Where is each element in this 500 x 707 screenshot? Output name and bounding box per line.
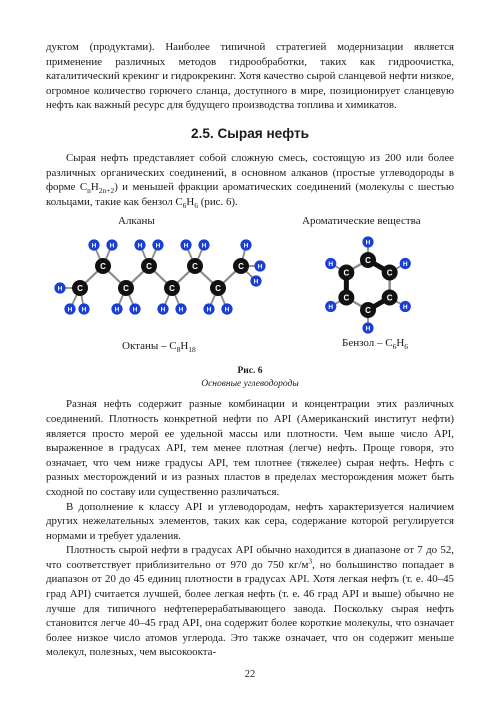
carbon-atom	[360, 302, 376, 318]
hydrogen-atom	[157, 304, 168, 315]
hydrocarbon-figure	[46, 215, 454, 365]
hydrogen-label: H	[91, 242, 97, 250]
carbon-atom	[118, 280, 134, 296]
carbon-label: C	[343, 268, 350, 278]
hydrogen-label: H	[365, 239, 371, 247]
hydrogen-atom	[221, 304, 232, 315]
hydrogen-label: H	[183, 242, 189, 250]
carbon-atom	[233, 258, 249, 274]
hydrogen-label: H	[201, 242, 207, 250]
p1-sub-6b: 6	[194, 200, 199, 210]
hydrogen-label: H	[243, 242, 249, 250]
carbon-atom	[338, 290, 354, 306]
carbon-atom	[382, 290, 398, 306]
p1-sub-2n2: 2n+2	[98, 186, 115, 196]
carbon-atom	[95, 258, 111, 274]
hydrogen-label: H	[67, 306, 73, 314]
section-heading: 2.5. Сырая нефть	[191, 125, 309, 141]
carbon-label: C	[169, 284, 175, 294]
carbon-atom	[141, 258, 157, 274]
hydrogen-label: H	[109, 242, 115, 250]
page-number: 22	[244, 669, 256, 680]
octane-sub-h: 18	[188, 345, 196, 355]
carbon-atom	[72, 280, 88, 296]
hydrogen-atom	[325, 258, 336, 269]
p1-text-c: ) и меньшей фракции ароматических соединений (молекулы с шестью кольцами, такие как бензол C	[46, 181, 455, 208]
hydrogen-label: H	[253, 278, 259, 286]
hydrogen-label: H	[178, 306, 184, 314]
hydrogen-atom	[106, 240, 117, 251]
benzene-formula-h: H	[396, 337, 405, 350]
hydrogen-label: H	[402, 261, 408, 269]
benzene-sub-c: 6	[392, 342, 397, 352]
figure-number: Рис. 6	[237, 366, 263, 377]
benzene-formula	[342, 337, 409, 352]
hydrogen-atom	[325, 301, 336, 312]
benzene-formula-text: Бензол – C	[342, 337, 393, 350]
carbon-label: C	[100, 262, 106, 272]
carbon-atom	[187, 258, 203, 274]
hydrogen-label: H	[365, 325, 371, 333]
hydrogen-atom	[78, 304, 89, 315]
hydrogen-label: H	[160, 306, 166, 314]
carbon-label: C	[343, 293, 350, 303]
hydrogen-label: H	[132, 306, 138, 314]
carbon-label: C	[365, 306, 371, 316]
hydrogen-atom	[54, 283, 65, 294]
intro-paragraph: дуктом (продуктами). Наиболее типичной стратегией модернизации является применение различных методов гидрообработки, таких как гидроочистка, каталитический крекинг и гидрокрекинг. Хотя качество сырой сланцевой нефти низкое, огромное количество горючего сланца, доступного в мире, позиционирует сланцевую нефть как важный ресурс для будущего производства топлива и химикатов.	[46, 41, 454, 112]
carbon-label: C	[146, 262, 152, 272]
hydrogen-atom	[88, 240, 99, 251]
impurities-paragraph: В дополнение к классу API и углеводородам, нефть характеризуется наличием других нежелательных элементов, таких как сера, содержание которой регулируется нормами и требует удаления.	[46, 500, 454, 542]
hydrogen-atom	[175, 304, 186, 315]
p4-text-b: , но большинство попадает в диапазон от 20 до 45 единиц плотности в градусах API. Хотя легкая нефть (т. е. 40–45 град API) считается лучшей, более легкая нефть (т. е. 46 град API и выше) обычно не лучше для типичного нефтеперерабатывающего завода. Поскольку сырая нефть становится легче 40–45 град API, она содержит более короткие молекулы, что означает более низкое число атомов углерода. Это также означает, что он содержит меньше молекул, полезных, чем высокоокта-	[46, 558, 454, 659]
hydrogen-atom	[203, 304, 214, 315]
carbon-atom	[360, 252, 376, 268]
carbon-label: C	[77, 284, 83, 294]
carbon-label: C	[386, 293, 393, 303]
hydrogen-atom	[362, 323, 373, 334]
hydrogen-label: H	[224, 306, 230, 314]
p4-text-a: Плотность сырой нефти в градусах API обычно находится в диапазоне от 7 до 52, что соответствует приблизительно от 970 до 750 кг/м	[46, 544, 454, 571]
hydrogen-label: H	[206, 306, 212, 314]
crude-oil-paragraph	[46, 151, 454, 209]
hydrogen-atom	[254, 261, 265, 272]
carbon-atom	[382, 265, 398, 281]
hydrogen-label: H	[257, 263, 263, 271]
hydrogen-atom	[198, 240, 209, 251]
carbon-label: C	[215, 284, 221, 294]
hydrogen-atom	[180, 240, 191, 251]
carbon-label: C	[386, 268, 393, 278]
carbon-atom	[338, 265, 354, 281]
p1-text-b: H	[90, 181, 99, 194]
hydrogen-atom	[250, 276, 261, 287]
carbon-label: C	[123, 284, 129, 294]
hydrogen-label: H	[57, 285, 63, 293]
p1-sub-6a: 6	[182, 200, 187, 210]
carbon-label: C	[192, 262, 198, 272]
hydrogen-atom	[362, 237, 373, 248]
octane-formula-h: H	[180, 340, 189, 353]
octane-formula	[122, 340, 196, 355]
hydrogen-atom	[400, 301, 411, 312]
carbon-label: C	[365, 256, 371, 266]
page-content	[46, 40, 454, 660]
api-density-paragraph: Разная нефть содержит разные комбинации и концентрации этих различных соединений. Плотность конкретной нефти по API (Американский институт нефти) является просто мерой ее удельной массы или плотности. Чем выше число API, выраженное в градусах API, тем менее плотная (легче) нефть. Проще говоря, это означает, что чем ниже градусы API, тем плотнее (тяжелее) сырая нефть. Нефть с разных месторождений и из разных пластов в пределах месторождения может быть сходной по составу или существенно различаться.	[46, 398, 454, 498]
octane-formula-text: Октаны – C	[122, 340, 177, 353]
hydrogen-label: H	[137, 242, 143, 250]
hydrogen-atom	[400, 258, 411, 269]
hydrogen-label: H	[155, 242, 161, 250]
carbon-atom	[210, 280, 226, 296]
alkanes-title: Алканы	[118, 215, 155, 228]
hydrogen-label: H	[114, 306, 120, 314]
hydrogen-label: H	[328, 304, 334, 312]
hydrogen-atom	[134, 240, 145, 251]
hydrogen-atom	[129, 304, 140, 315]
aromatics-title: Ароматические вещества	[302, 215, 421, 228]
hydrogen-label: H	[328, 261, 334, 269]
hydrogen-atom	[64, 304, 75, 315]
carbon-label: C	[238, 262, 244, 272]
figure-caption: Основные углеводороды	[201, 379, 299, 390]
p1-text-d: H	[186, 195, 195, 208]
carbon-atom	[164, 280, 180, 296]
api-range-paragraph	[46, 543, 454, 660]
hydrogen-label: H	[402, 304, 408, 312]
hydrogen-atom	[111, 304, 122, 315]
p4-sup: 3	[308, 556, 313, 566]
p1-sub-n: n	[87, 186, 91, 196]
hydrogen-atom	[240, 240, 251, 251]
benzene-sub-h: 6	[404, 342, 409, 352]
hydrogen-label: H	[81, 306, 87, 314]
hydrogen-atom	[152, 240, 163, 251]
octane-sub-c: 8	[176, 345, 181, 355]
p1-text-e: (рис. 6).	[198, 195, 238, 208]
p1-text-a: Сырая нефть представляет собой сложную смесь, состоящую из 200 или более различных органических соединений, в основном алканов (простые углеводороды в форме C	[46, 151, 454, 194]
